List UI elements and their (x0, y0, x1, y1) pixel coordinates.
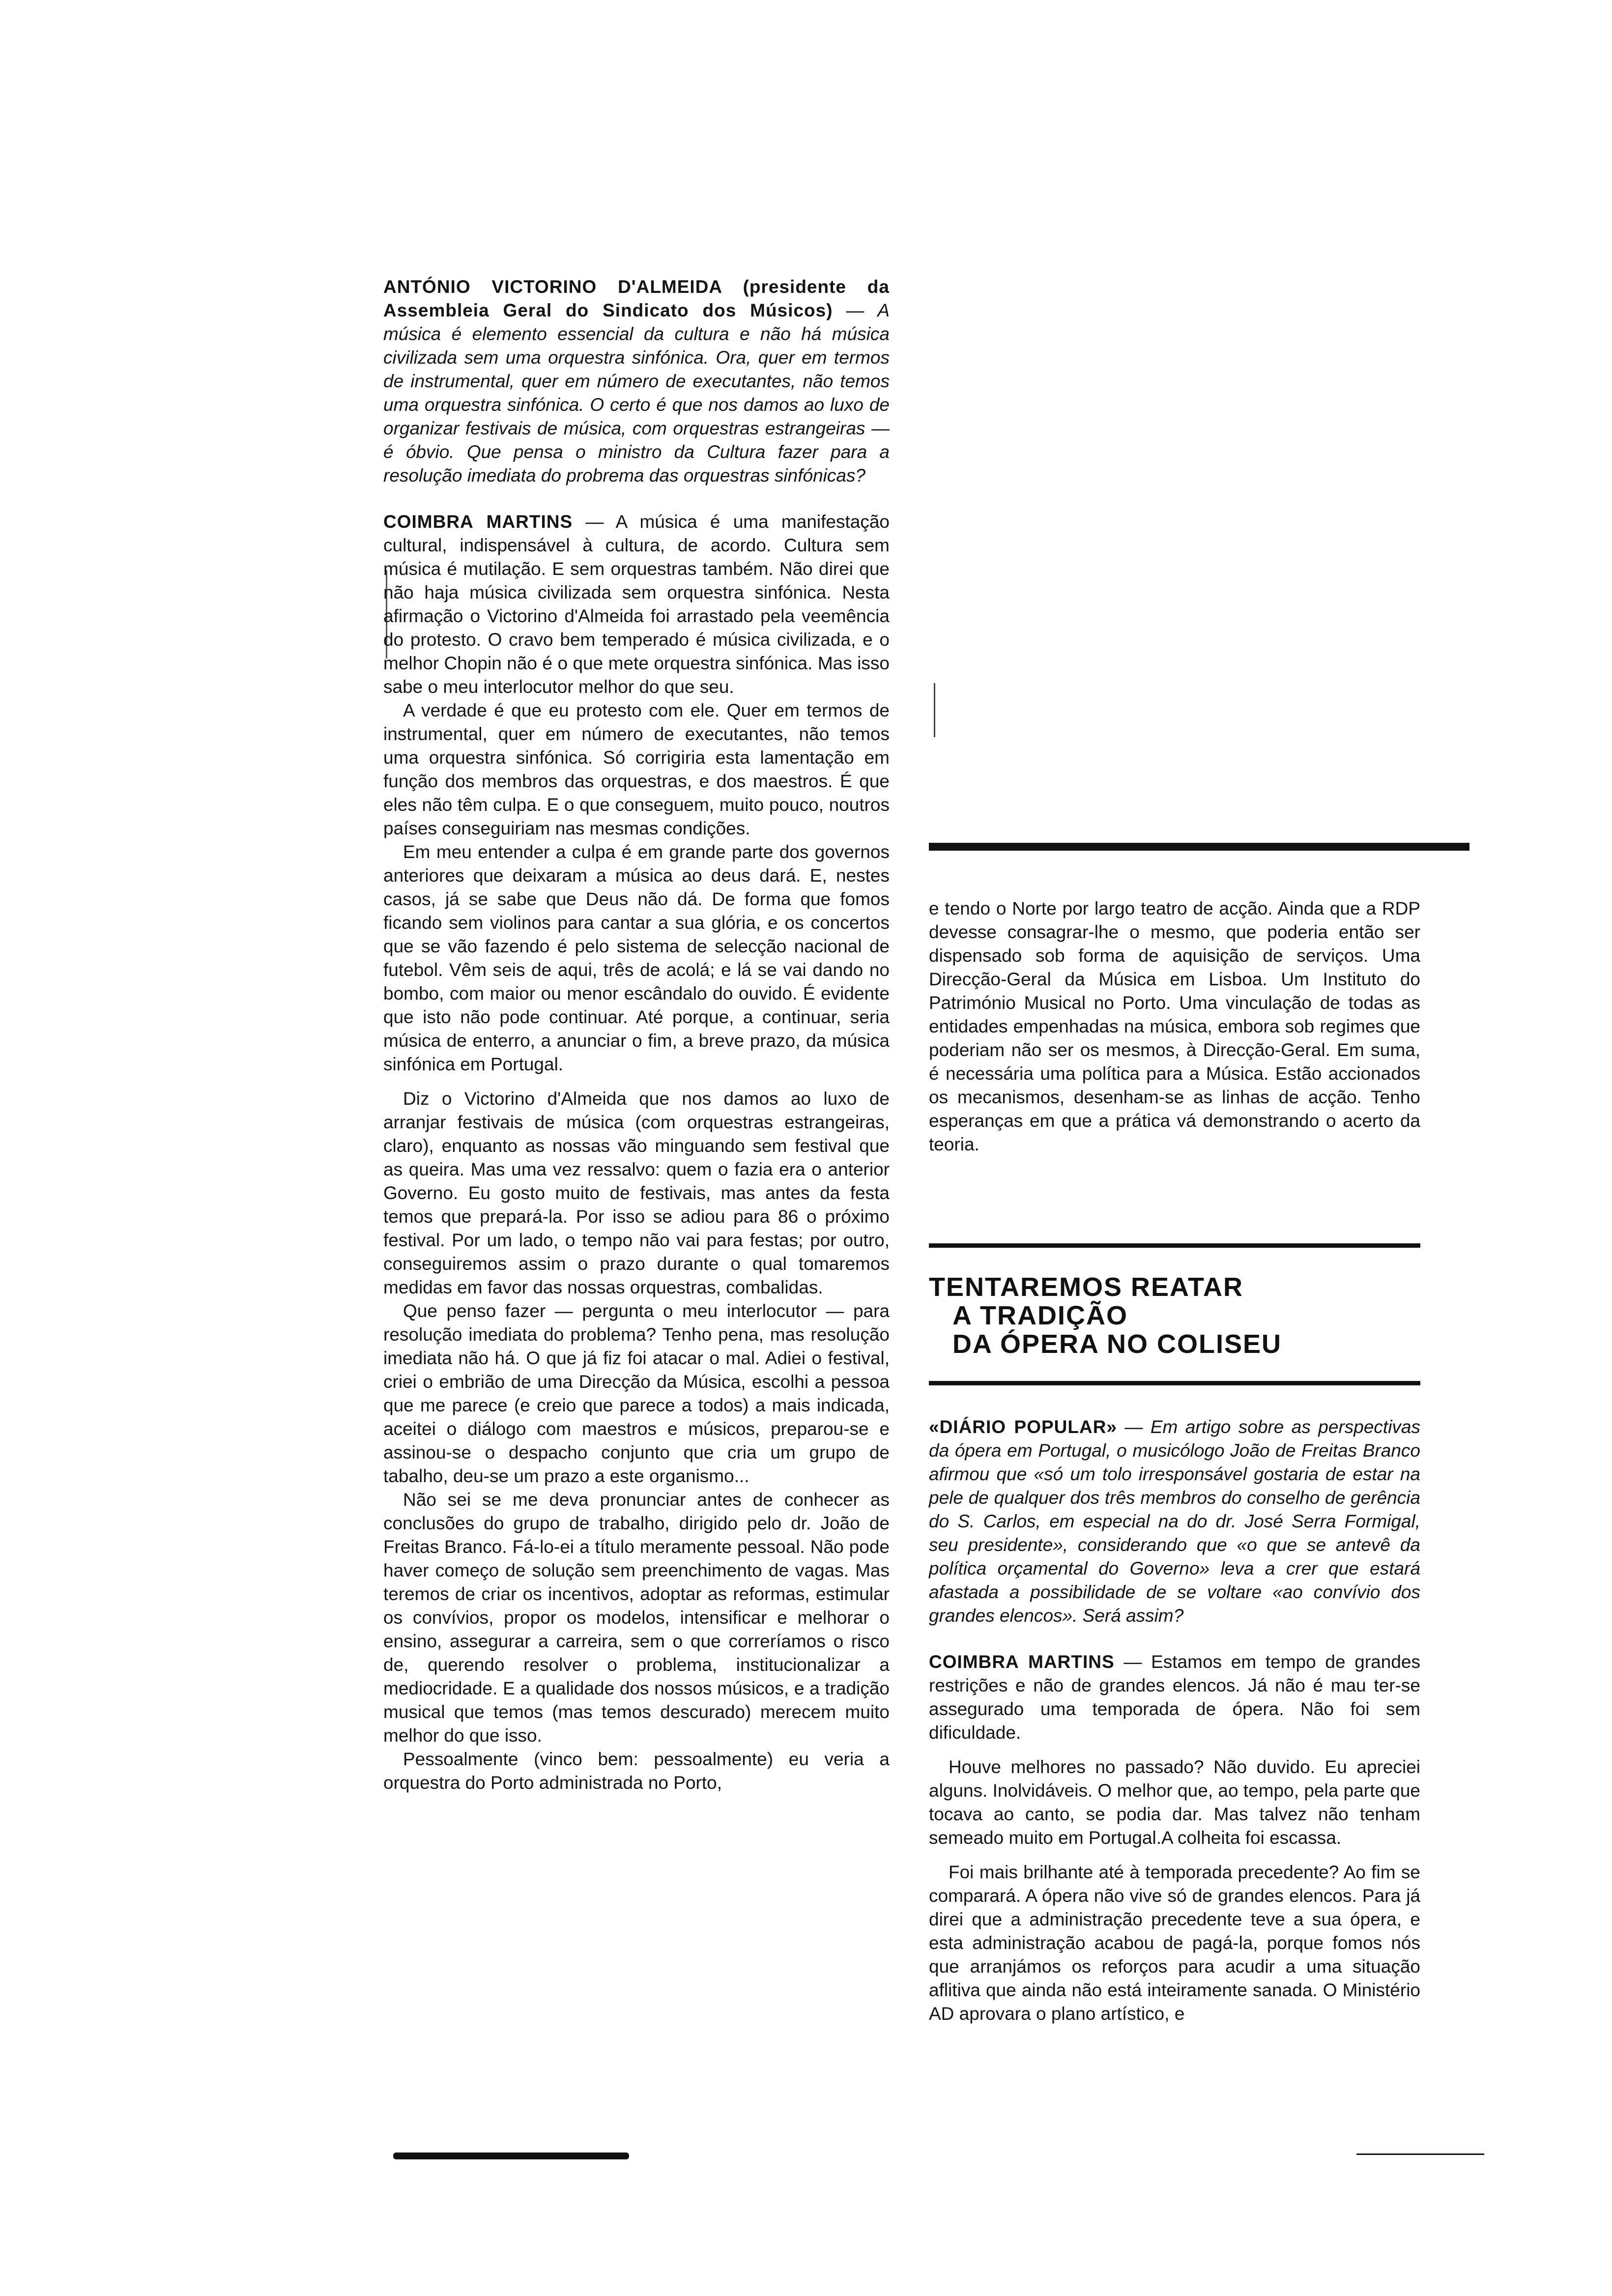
right-column-continuation (929, 897, 1420, 1156)
question-victorino (383, 275, 890, 488)
left-column (383, 275, 890, 1795)
answer-paragraph: e tendo o Norte por largo teatro de acção. Ainda que a RDP devesse consagrar-lhe o mesmo, que poderia então ser dispensado sob forma de aquisição de serviços. Uma Direcção-Geral da Música em Lisboa. Um Instituto do Património Musical no Porto. Uma vinculação de todas as entidades empenhadas na música, embora sob regimes que poderiam não ser os mesmos, à Direcção-Geral. Em suma, é necessária uma política para a Música. Estão accionados os mecanismos, desenham-se as linhas de acção. Tenho esperanças em que a prática vá demonstrando o acerto da teoria. (929, 898, 1420, 1154)
answer-paragraph: Que penso fazer — pergunta o meu interlocutor — para resolução imediata do problema? Tenho pena, mas resolução imediata não há. O que já fiz foi atacar o mal. Adiei o festival, criei o embrião de uma Direcção da Música, escolhi a pessoa que me parece (e creio que parece a todos) a mais indicada, aceitei o diálogo com maestros e músicos, preparou-se e assinou-se o despacho conjunto que cria um grupo de tabalho, deu-se um prazo a este organismo... (383, 1301, 890, 1486)
answer-paragraph (929, 1650, 1420, 1745)
headline-line: DA ÓPERA NO COLISEU (952, 1329, 1282, 1359)
footer-rule (1356, 2153, 1484, 2155)
headline-rule-top (929, 1243, 1420, 1248)
headline-rule-bottom (929, 1381, 1420, 1385)
section-headline (929, 1273, 1420, 1358)
answer-paragraph: Pessoalmente (vinco bem: pessoalmente) eu veria a orquestra do Porto administrada no Porto, (383, 1749, 890, 1793)
answer-paragraph: Não sei se me deva pronunciar antes de conhecer as conclusões do grupo de trabalho, dirigido pelo dr. João de Freitas Branco. Fá-lo-ei a título meramente pessoal. Não pode haver começo de solução sem preenchimento de vagas. Mas teremos de criar os incentivos, adoptar as reformas, estimular os convívios, propor os modelos, intensificar e melhorar o ensino, assegurar a carreira, sem o que correríamos o risco de, querendo resolver o problema, institucionalizar a mediocridade. E a qualidade dos nossos músicos, e a tradição musical que temos (mas temos descurado) merecem muito melhor do que isso. (383, 1490, 890, 1746)
section-divider (929, 843, 1469, 851)
question-text: A música é elemento essencial da cultura e não há música civilizada sem uma orquestra sinfónica. Ora, quer em termos de instrumental, quer em número de executantes, não temos uma orquestra sinfónica. O certo é que nos damos ao luxo de organizar festivais de música, com orquestras estrangeiras — é óbvio. Que pensa o ministro da Cultura fazer para a resolução imediata do probrema das orquestras sinfónicas? (383, 300, 890, 486)
speaker-coimbra: COIMBRA MARTINS (383, 512, 573, 532)
headline-line: TENTAREMOS REATAR (929, 1272, 1243, 1302)
speaker-coimbra: COIMBRA MARTINS (929, 1652, 1115, 1672)
speaker-victorino: ANTÓNIO VICTORINO D'ALMEIDA (presidente da Assembleia Geral do Sindicato dos Músicos) (383, 277, 890, 320)
headline-line: A TRADIÇÃO (952, 1301, 1128, 1330)
opera-section (929, 1415, 1420, 2026)
answer-text: Estamos em tempo de grandes restrições e não de grandes elencos. Já não é mau ter-se assegurado uma temporada de ópera. Não foi sem dificuldade. (929, 1652, 1420, 1743)
answer-text: A música é uma manifestação cultural, indispensável à cultura, de acordo. Cultura sem música é mutilação. E sem orquestras também. Não direi que não haja música civilizada sem orquestra sinfónica. Nesta afirmação o Victorino d'Almeida foi arrastado pela veemência do protesto. O cravo bem temperado é música civilizada, e o melhor Chopin não é o que mete orquestra sinfónica. Mas isso sabe o meu interlocutor melhor do que seu. (383, 512, 890, 697)
answer-paragraph: Diz o Victorino d'Almeida que nos damos ao luxo de arranjar festivais de música (com orquestras estrangeiras, claro), enquanto as nossas vão minguando sem festival que as queira. Mas uma vez ressalvo: quem o fazia era o anterior Governo. Eu gosto muito de festivais, mas antes da festa temos que prepará-la. Por isso se adiou para 86 o próximo festival. Por um lado, o tempo não vai para festas; por outro, conseguiremos assim o prazo durante o qual tomaremos medidas em favor das nossas orquestras, combalidas. (383, 1089, 890, 1297)
speaker-diario-popular: «DIÁRIO POPULAR» (929, 1417, 1117, 1437)
footer-rule (393, 2152, 629, 2159)
answer-paragraph: Em meu entender a culpa é em grande parte dos governos anteriores que deixaram a música ao deus dará. E, nestes casos, já se sabe que Deus não dá. De forma que fomos ficando sem violinos para cantar a sua glória, e os concertos que se vão fazendo é pelo sistema de selecção nacional de futebol. Vêm seis de aqui, três de acolá; e lá se vai dando no bombo, com maior ou menor escândalo do ouvido. É evidente que isto não pode continuar. Até porque, a continuar, seria música de enterro, a anunciar o fim, a breve prazo, da música sinfónica em Portugal. (383, 842, 890, 1074)
margin-mark (934, 683, 935, 737)
dash: — (573, 512, 616, 532)
answer-paragraph: A verdade é que eu protesto com ele. Quer em termos de instrumental, quer em número de executantes, não temos uma orquestra sinfónica. Só corrigiria esta lamentação em função dos membros das orquestras, e dos maestros. É que eles não têm culpa. E o que conseguem, muito pouco, noutros países conseguiriam nas mesmas condições. (383, 700, 890, 838)
answer-paragraph (383, 510, 890, 699)
answer-paragraph: Foi mais brilhante até à temporada precedente? Ao fim se comparará. A ópera não vive só de grandes elencos. Para já direi que a administração precedente teve a sua ópera, e esta administração acabou de pagá-la, porque fomos nós que arranjámos os reforços para acudir a uma situação aflitiva que ainda não está inteiramente sanada. O Ministério AD aprovara o plano artístico, e (929, 1862, 1420, 2024)
question-diario-popular (929, 1415, 1420, 1628)
dash: — (833, 300, 878, 320)
answer-paragraph: Houve melhores no passado? Não duvido. Eu apreciei alguns. Inolvidáveis. O melhor que, ao tempo, pela parte que tocava ao canto, se podia dar. Mas talvez não tenham semeado muito em Portugal.A colheita foi escassa. (929, 1757, 1420, 1848)
question-text: Em artigo sobre as perspectivas da ópera em Portugal, o musicólogo João de Freitas Branco afirmou que «só um tolo irresponsável gostaria de estar na pele de qualquer dos três membros do conselho de gerência do S. Carlos, em especial na do dr. José Serra Formigal, seu presidente», considerando que «o que se antevê da política orçamental do Governo» leva a crer que estará afastada a possibilidade de se voltare «ao convívio dos grandes elencos». Será assim? (929, 1417, 1421, 1626)
dash: — (1114, 1652, 1151, 1672)
dash: — (1117, 1417, 1151, 1437)
